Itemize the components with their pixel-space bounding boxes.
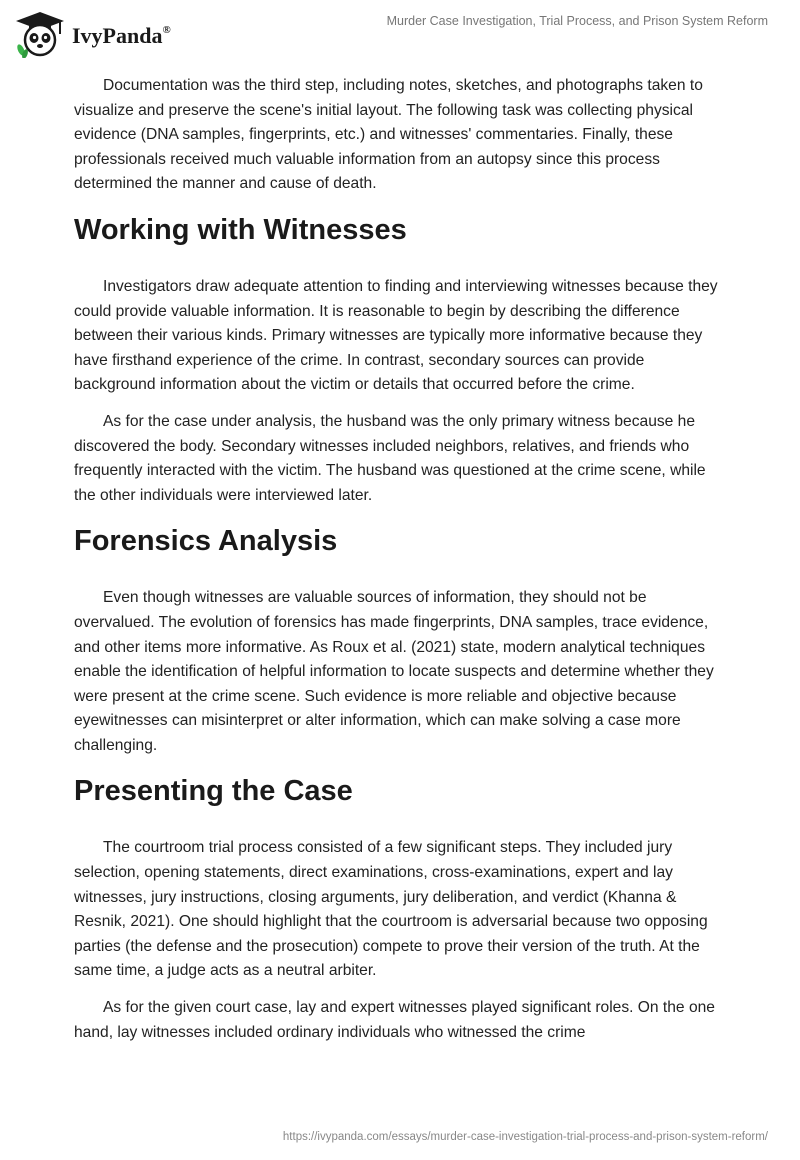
paragraph: As for the given court case, lay and expert witnesses played significant roles. On the one hand, lay witnesses included ordinary individuals who witnessed the crime	[74, 999, 715, 1041]
section-heading-presenting: Presenting the Case	[74, 775, 353, 808]
paragraph: As for the case under analysis, the husband was the only primary witness because he discovered the body. Secondary witnesses included neighbors, relatives, and friends who frequently interacted with the victim. The husband was questioned at the crime scene, while the other individuals were interviewed later.	[74, 412, 706, 504]
panda-logo-icon	[14, 10, 66, 58]
section-heading-forensics: Forensics Analysis	[74, 525, 338, 558]
footer-url[interactable]: https://ivypanda.com/essays/murder-case-investigation-trial-process-and-prison-system-reform/	[282, 1131, 768, 1143]
logo[interactable]	[14, 10, 171, 58]
section-heading-witnesses: Working with Witnesses	[74, 213, 407, 246]
page-header	[0, 0, 800, 70]
brand-name: IvyPanda®	[72, 23, 171, 48]
essay-content	[74, 74, 726, 1057]
document-title: Murder Case Investigation, Trial Process, and Prison System Reform	[386, 14, 768, 28]
paragraph: Documentation was the third step, including notes, sketches, and photographs taken to visualize and preserve the scene's initial layout. The following task was collecting physical evidence (DNA samples, fingerprints, etc.) and witnesses' commentaries. Finally, these professionals received much valuable information from an autopsy since this process determined the manner and cause of death.	[74, 77, 703, 193]
paragraph: Even though witnesses are valuable sources of information, they should not be overvalued. The evolution of forensics has made fingerprints, DNA samples, trace evidence, and other items more informative. As Roux et al. (2021) state, modern analytical techniques enable the identification of helpful information to locate suspects and determine whether they were present at the crime scene. Such evidence is more reliable and objective because eyewitnesses can misinterpret or alter information, which can make solving a case more challenging.	[74, 589, 714, 754]
paragraph: Investigators draw adequate attention to finding and interviewing witnesses because they could provide valuable information. It is reasonable to begin by describing the difference between their various kinds. Primary witnesses are typically more informative because they have firsthand experience of the crime. In contrast, secondary sources can provide background information about the victim or details that occurred before the crime.	[74, 277, 718, 394]
paragraph: The courtroom trial process consisted of a few significant steps. They included jury selection, opening statements, direct examinations, cross-examinations, expert and lay witnesses, jury instructions, closing arguments, jury deliberation, and verdict (Khanna & Resnik, 2021). One should highlight that the courtroom is adversarial because two opposing parties (the defense and the prosecution) compete to prove their version of the truth. At the same time, a judge acts as a neutral arbiter.	[74, 839, 708, 980]
